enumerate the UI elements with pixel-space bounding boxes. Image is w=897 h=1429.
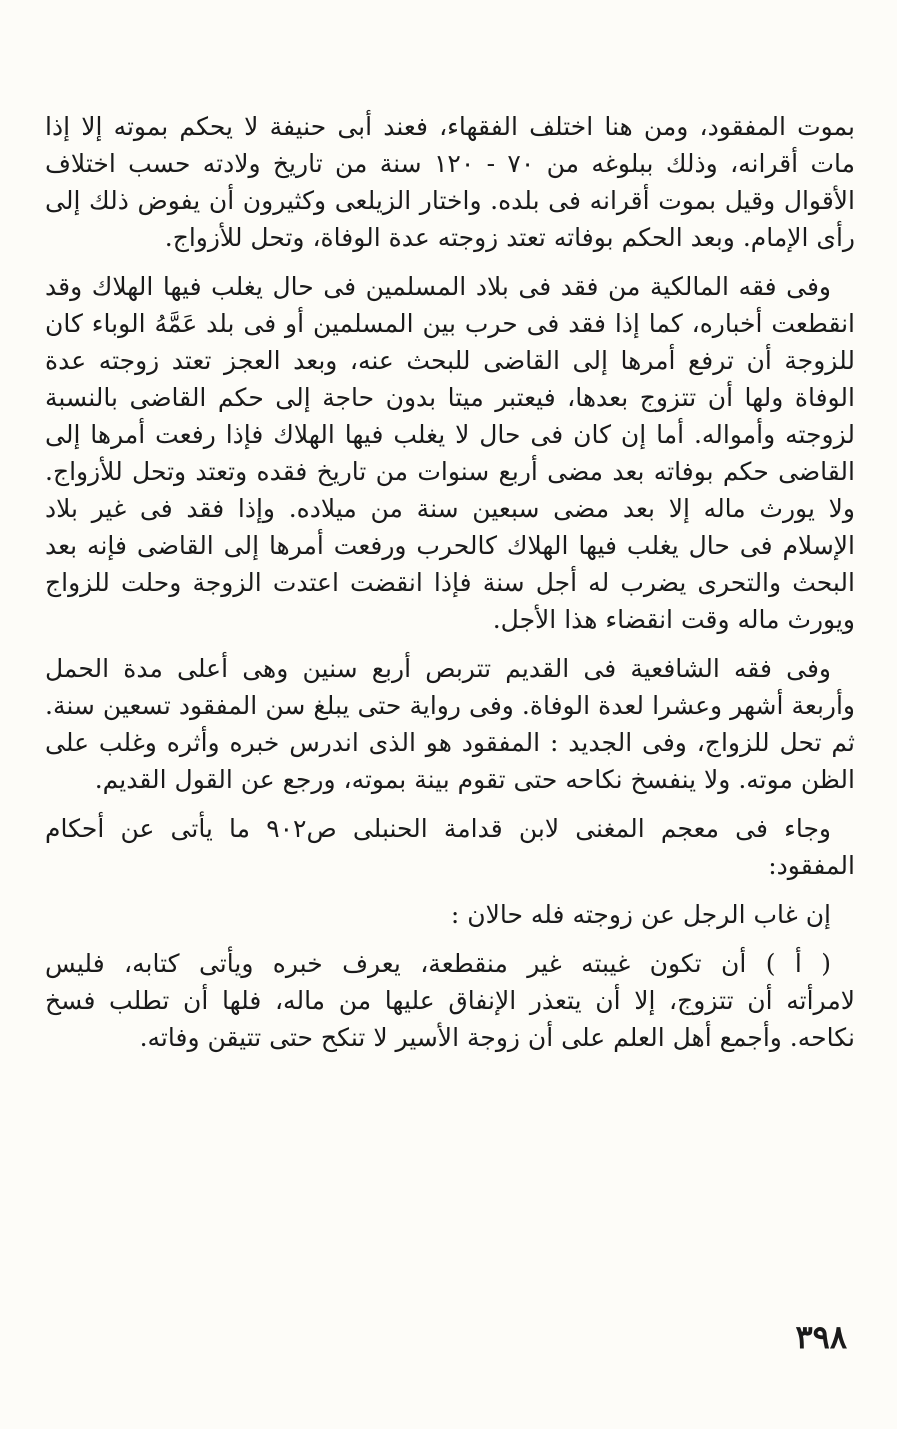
text-line: ( أ ) أن تكون غيبته غير منقطعة، يعرف خبره ويأتى كتابه، فليس (45, 949, 831, 978)
text-line: ثم تحل للزواج، وفى الجديد : المفقود هو الذى اندرس خبره وأثره وغلب على (45, 728, 855, 757)
text-line: رأى الإمام. وبعد الحكم بوفاته تعتد زوجته عدة الوفاة، وتحل للأزواج. (164, 223, 855, 252)
text-line: المفقود: (768, 851, 855, 880)
text-line: وجاء فى معجم المغنى لابن قدامة الحنبلى ص٩٠٢ ما يأتى عن أحكام (45, 814, 832, 843)
text-line: الأقوال وقيل بموت أقرانه فى بلده. واختار الزيلعى وكثيرون أن يفوض ذلك إلى (45, 186, 855, 215)
text-line: انقطعت أخباره، كما إذا فقد فى حرب بين المسلمين أو فى بلد عَمَّهُ الوباء كان (45, 309, 855, 338)
text-line: وفى فقه الشافعية فى القديم تتربص أربع سنين وهى أعلى مدة الحمل (45, 654, 831, 683)
text-line: مات أقرانه، وذلك ببلوغه من ٧٠ - ١٢٠ سنة من تاريخ ولادته حسب اختلاف (45, 149, 855, 178)
text-line: إن غاب الرجل عن زوجته فله حالان : (450, 900, 831, 929)
text-line: للزوجة أن ترفع أمرها إلى القاضى للبحث عنه، وبعد العجز تعتد زوجته عدة (45, 346, 855, 375)
text-line: القاضى حكم بوفاته بعد مضى أربع سنوات من تاريخ فقده وتعتد وتحل للأزواج. (45, 457, 855, 486)
text-line: لامرأته أن تتزوج، إلا أن يتعذر الإنفاق عليها من ماله، فلها أن تطلب فسخ (45, 986, 855, 1015)
text-line: الوفاة ولها أن تتزوج بعدها، فيعتبر ميتا بدون حاجة إلى حكم القاضى بالنسبة (45, 383, 855, 412)
text-line: ولا يورث ماله إلا بعد مضى سبعين سنة من ميلاده. وإذا فقد فى غير بلاد (45, 494, 855, 523)
body-text (45, 108, 855, 1056)
page-number: ٣٩٨ (795, 1318, 847, 1356)
text-line: وأربعة أشهر وعشرا لعدة الوفاة. وفى رواية حتى يبلغ سن المفقود تسعين سنة. (45, 691, 855, 720)
text-line: نكاحه. وأجمع أهل العلم على أن زوجة الأسير لا تنكح حتى تتيقن وفاته. (139, 1023, 855, 1052)
text-line: ويورث ماله وقت انقضاء هذا الأجل. (492, 605, 855, 634)
text-line: الإسلام فى حال يغلب فيها الهلاك كالحرب ورفعت أمرها إلى القاضى فإنه بعد (45, 531, 855, 560)
text-line: لزوجته وأمواله. أما إن كان فى حال لا يغلب فيها الهلاك فإذا رفعت أمرها إلى (45, 420, 855, 449)
text-line: وفى فقه المالكية من فقد فى بلاد المسلمين فى حال يغلب فيها الهلاك وقد (45, 272, 831, 301)
text-line: البحث والتحرى يضرب له أجل سنة فإذا انقضت اعتدت الزوجة وحلت للزواج (45, 568, 855, 597)
text-line: الظن موته. ولا ينفسخ نكاحه حتى تقوم بينة بموته، ورجع عن القول القديم. (94, 765, 855, 794)
text-line: بموت المفقود، ومن هنا اختلف الفقهاء، فعند أبى حنيفة لا يحكم بموته إلا إذا (45, 112, 855, 141)
